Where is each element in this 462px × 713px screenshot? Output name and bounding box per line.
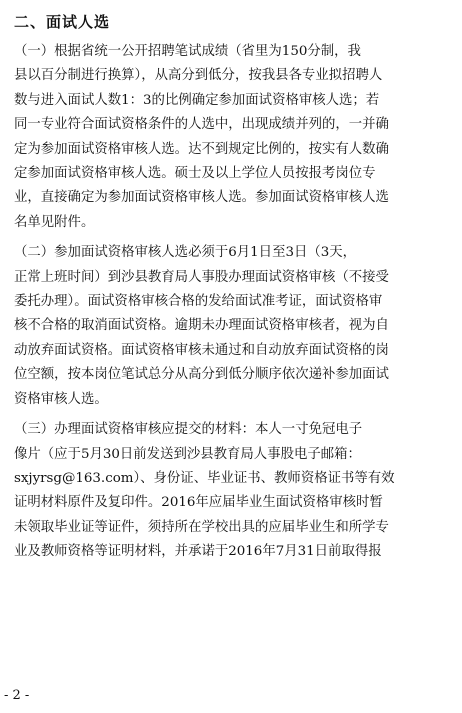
paragraph-3 <box>14 418 450 564</box>
text-line: 像片（应于5月30日前发送到沙县教育局人事股电子邮箱： <box>14 446 361 462</box>
text-line: 资格审核人选。 <box>14 391 108 407</box>
text-line: 未领取毕业证等证件，须持所在学校出具的应届毕业生和所学专 <box>14 519 389 535</box>
text-line: （三）办理面试资格审核应提交的材料：本人一寸免冠电子 <box>14 422 363 438</box>
text-line: 定参加面试资格审核人选。硕士及以上学位人员按报考岗位专 <box>14 166 376 182</box>
text-line: 正常上班时间）到沙县教育局人事股办理面试资格审核（不接受 <box>14 269 389 285</box>
text-line: 县以百分制进行换算），从高分到低分，按我县各专业拟招聘人 <box>14 68 383 84</box>
page-number: - 2 - <box>4 688 30 703</box>
text-line: 名单见附件。 <box>14 214 95 230</box>
text-line: 定为参加面试资格审核人选。达不到规定比例的，按实有人数确 <box>14 141 389 157</box>
section-heading: 二、面试人选 <box>14 13 111 31</box>
text-line: 业，直接确定为参加面试资格审核人选。参加面试资格审核人选 <box>14 190 389 206</box>
text-line: 动放弃面试资格。面试资格审核未通过和自动放弃面试资格的岗 <box>14 342 389 358</box>
text-line: 核不合格的取消面试资格。逾期未办理面试资格审核者，视为自 <box>14 318 389 334</box>
text-line: （一）根据省统一公开招聘笔试成绩（省里为150分制，我 <box>14 44 361 59</box>
section-body <box>14 40 450 565</box>
text-line: 位空额，按本岗位笔试总分从高分到低分顺序依次递补参加面试 <box>14 367 389 383</box>
text-line: sxjyrsg@163.com）、身份证、毕业证书、教师资格证书等有效 <box>14 470 395 486</box>
text-line: 证明材料原件及复印件。2016年应届毕业生面试资格审核时暂 <box>14 495 383 511</box>
text-line: 同一专业符合面试资格条件的人选中，出现成绩并列的，一并确 <box>14 117 389 133</box>
paragraph-2 <box>14 241 450 412</box>
text-line: 数与进入面试人数1：3的比例确定参加面试资格审核人选；若 <box>14 92 380 108</box>
text-line: 委托办理）。面试资格审核合格的发给面试准考证，面试资格审 <box>14 294 383 310</box>
text-line: 业及教师资格等证明材料，并承诺于2016年7月31日前取得报 <box>14 544 382 560</box>
text-line: （二）参加面试资格审核人选必须于6月1日至3日（3天， <box>14 245 357 261</box>
paragraph-1 <box>14 40 450 235</box>
